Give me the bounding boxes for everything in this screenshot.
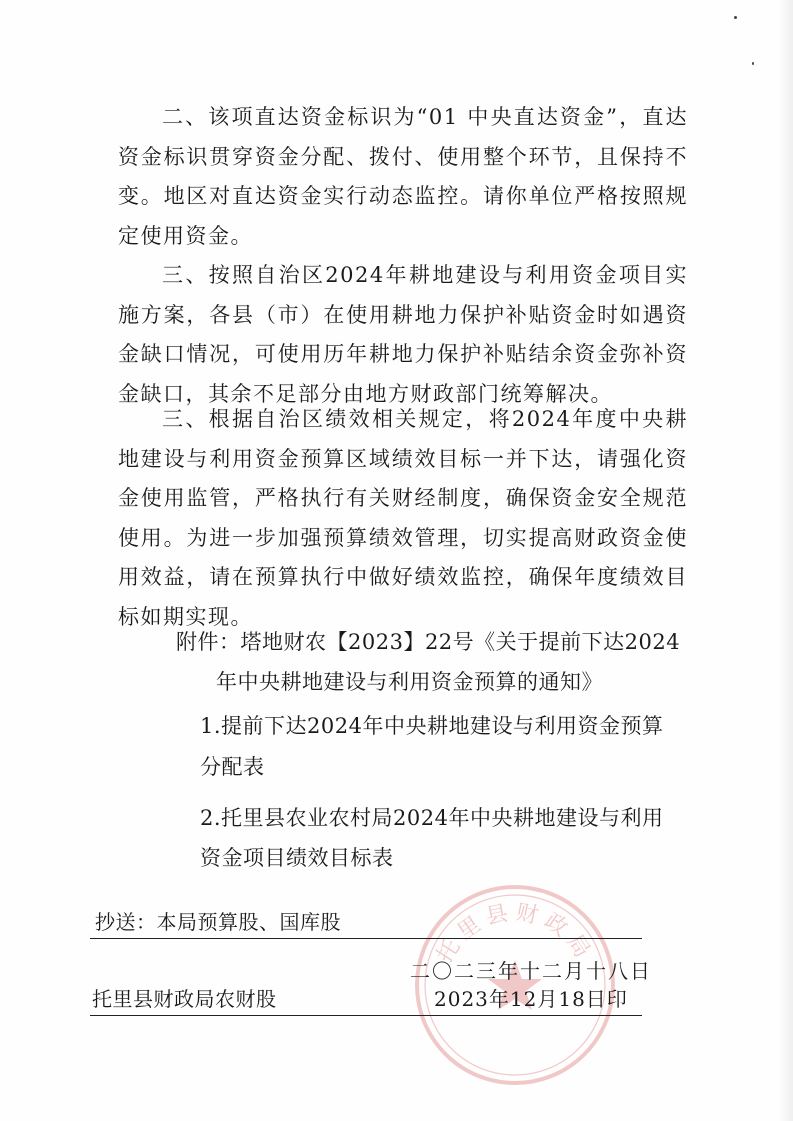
attachment-item-1-cont: 分配表 bbox=[200, 755, 265, 779]
scan-speck bbox=[734, 16, 737, 19]
cc-line: 抄送：本局预算股、国库股 bbox=[95, 910, 341, 934]
divider-bottom bbox=[90, 1015, 642, 1016]
attachment-item-1: 1.提前下达2024年中央耕地建设与利用资金预算 bbox=[200, 714, 664, 738]
attachment-label: 附件：塔地财农【2023】22号《关于提前下达2024 bbox=[176, 630, 681, 654]
attachment-label-cont: 年中央耕地建设与利用资金预算的通知》 bbox=[216, 670, 603, 694]
paragraph-two: 二、该项直达资金标识为“01 中央直达资金”，直达资金标识贯穿资金分配、拨付、使用整个环节，且保持不变。地区对直达资金实行动态监控。请你单位严格按照规定使用资金。 bbox=[118, 105, 688, 248]
seal-text: 托里县财政局 bbox=[432, 899, 598, 968]
paragraph-three: 三、按照自治区2024年耕地建设与利用资金项目实施方案，各县（市）在使用耕地力保护补贴资金时如遇资金缺口情况，可使用历年耕地力保护补贴结余资金弥补资金缺口，其余不足部分由地方财政部门统筹解决。 bbox=[118, 263, 688, 406]
scan-edge-shadow bbox=[779, 0, 793, 1121]
printed-date: 2023年12月18日印 bbox=[434, 987, 628, 1011]
scan-speck bbox=[752, 62, 754, 65]
attachment-item-2-cont: 资金项目绩效目标表 bbox=[200, 846, 394, 870]
paragraph-three-b: 三、根据自治区绩效相关规定，将2024年度中央耕地建设与利用资金预算区域绩效目标一并下达，请强化资金使用监管，严格执行有关财经制度，确保资金安全规范使用。为进一步加强预算绩效管理，切实提高财政资金使用效益，请在预算执行中做好绩效监控，确保年度绩效目标如期实现。 bbox=[118, 407, 688, 629]
issuer: 托里县财政局农财股 bbox=[92, 987, 277, 1011]
divider-top bbox=[90, 938, 642, 939]
issue-date-chinese: 二〇二三年十二月十八日 bbox=[410, 959, 652, 983]
attachment-item-2: 2.托里县农业农村局2024年中央耕地建设与利用 bbox=[200, 806, 664, 830]
